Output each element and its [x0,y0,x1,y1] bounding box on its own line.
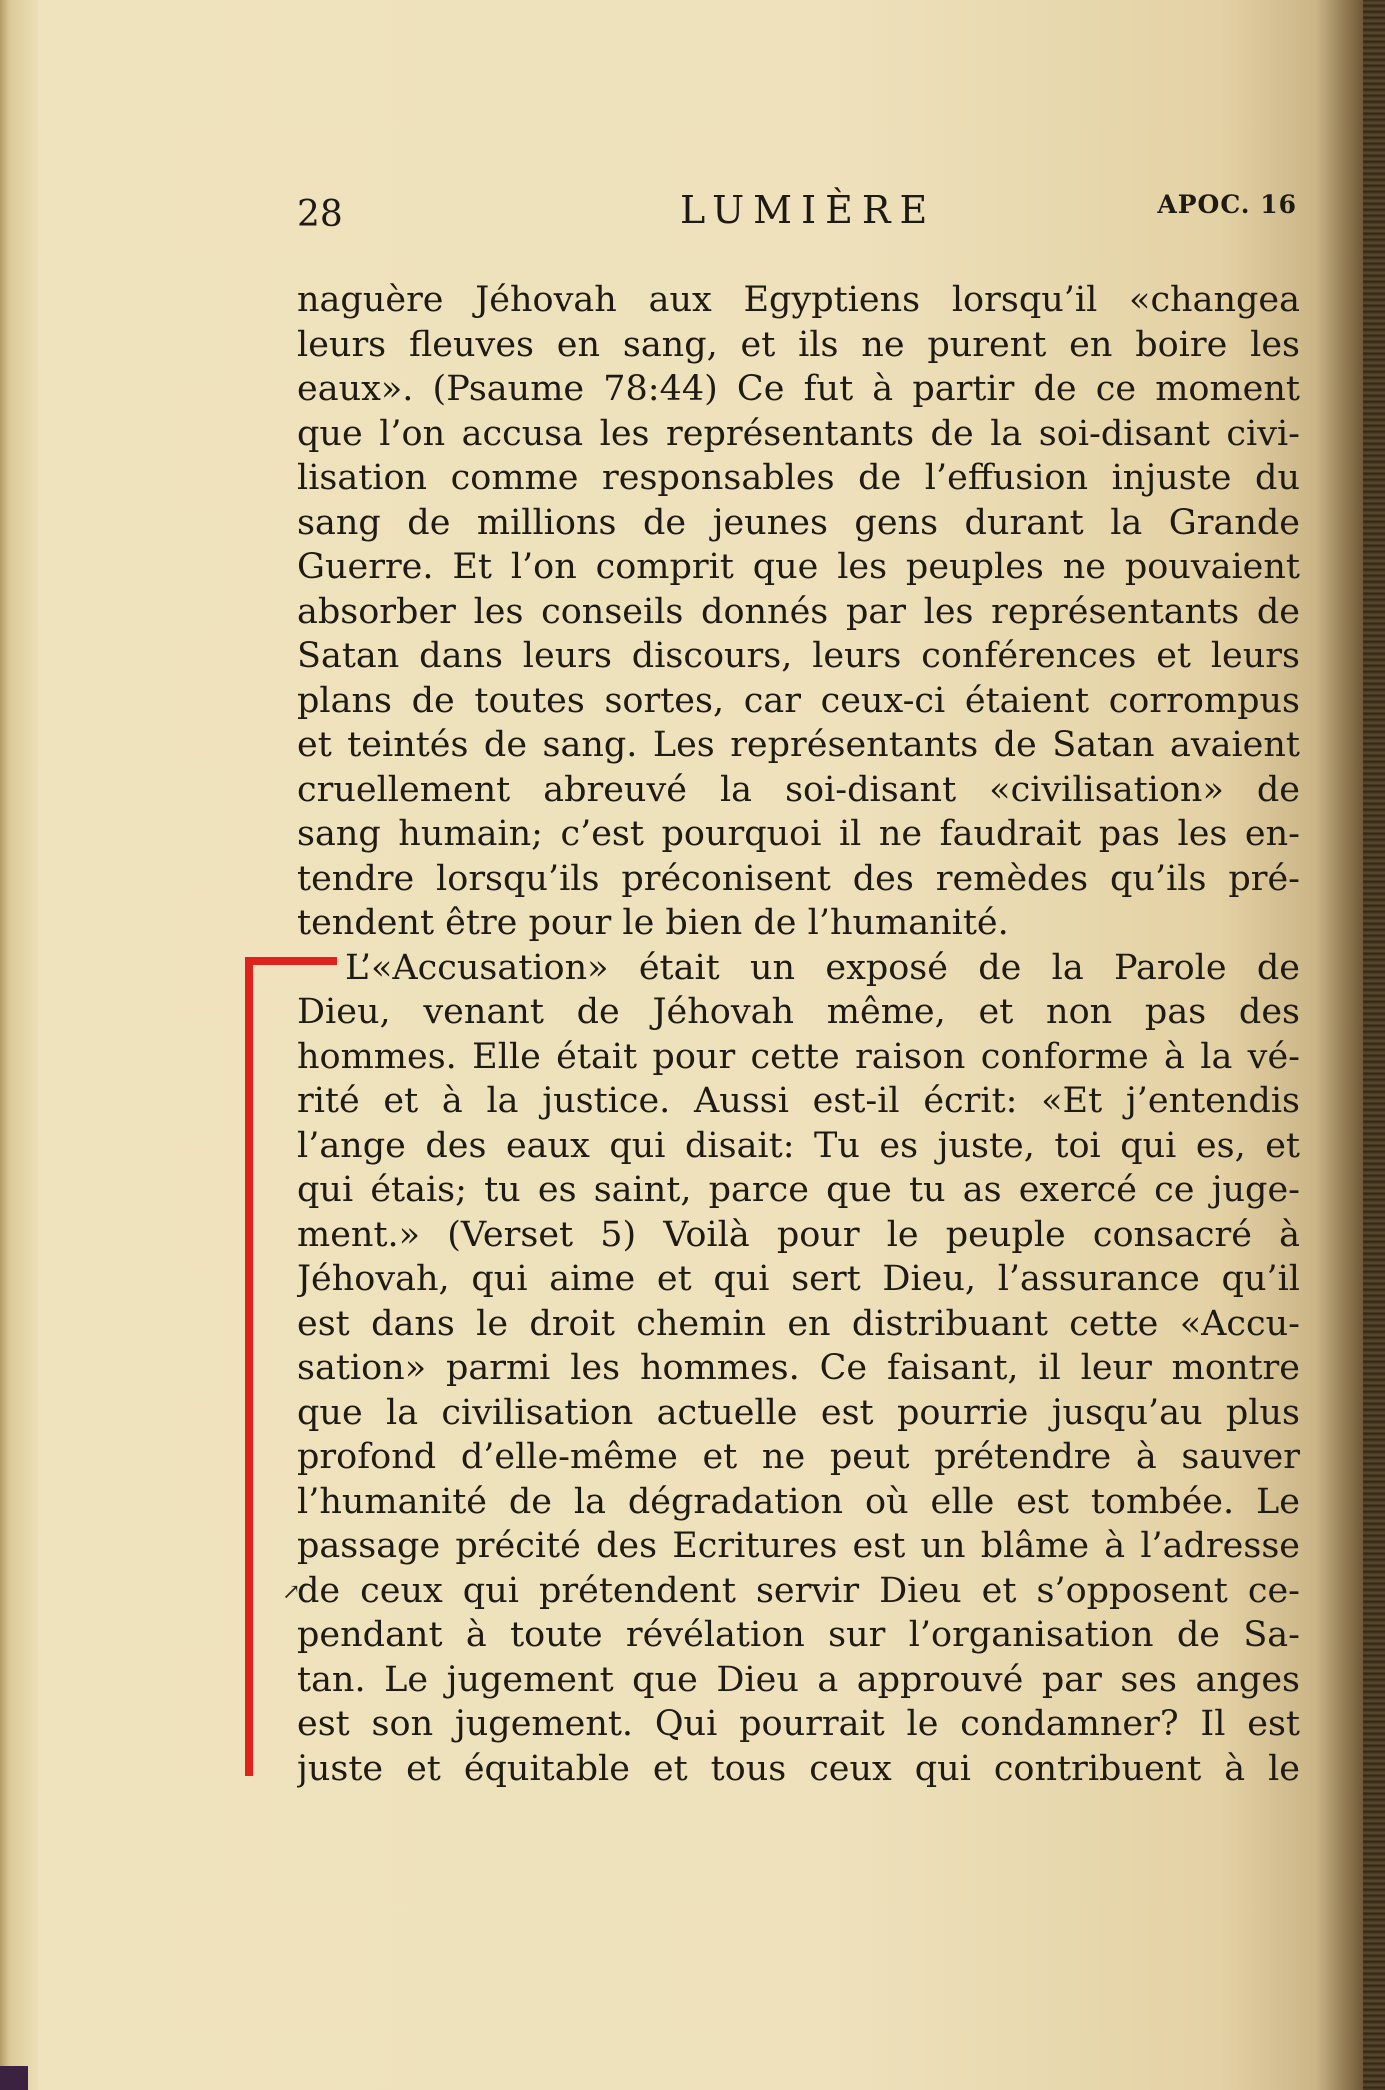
running-title: LUMIÈRE [680,188,937,232]
paragraph-2 [297,946,1300,1792]
text-line: eaux». (Psaume 78:44) Ce fut à partir de ce moment [297,369,1300,409]
text-line: juste et équitable et tous ceux qui contribuent à le [297,1748,1300,1789]
text-line: passage précité des Ecritures est un blâme à l’adresse [297,1526,1300,1566]
text-line: tendre lorsqu’ils préconisent des remèdes qu’ils pré- [297,858,1300,899]
text-line: Jéhovah, qui aime et qui sert Dieu, l’assurance qu’il [297,1259,1300,1299]
text-line: sang de millions de jeunes gens durant la Grande [297,502,1300,543]
text-line: rité et à la justice. Aussi est-il écrit: «Et j’entendis [297,1081,1300,1121]
text-line: sang humain; c’est pourquoi il ne faudrait pas les en- [297,814,1300,854]
text-line: tan. Le jugement que Dieu a approuvé par ses anges [297,1659,1300,1700]
corner-mark [0,2066,28,2090]
text-line: absorber les conseils donnés par les représentants de [297,591,1300,632]
text-line: Guerre. Et l’on comprit que les peuples ne pouvaient [297,547,1300,587]
text-line: lisation comme responsables de l’effusion injuste du [297,458,1300,498]
body-text [297,278,1300,1791]
text-line: cruellement abreuvé la soi-disant «civilisation» de [297,769,1300,810]
text-line: profond d’elle-même et ne peut prétendre à sauver [297,1437,1300,1477]
paragraph-1 [297,278,1300,946]
text-line: hommes. Elle était pour cette raison conforme à la vé- [297,1036,1300,1077]
text-line: que l’on accusa les représentants de la soi-disant civi- [297,413,1300,454]
text-line: Dieu, venant de Jéhovah même, et non pas des [297,992,1300,1032]
page-edge-right [1363,0,1385,2090]
text-line: naguère Jéhovah aux Egyptiens lorsqu’il «changea [297,280,1300,320]
text-line: l’humanité de la dégradation où elle est tombée. Le [297,1481,1300,1522]
text-line: est son jugement. Qui pourrait le condamner? Il est [297,1704,1300,1744]
text-line: pendant à toute révélation sur l’organisation de Sa- [297,1615,1300,1655]
text-line: L’«Accusation» était un exposé de la Parole de [345,947,1300,988]
page-gutter-left [0,0,38,2090]
chapter-reference: APOC. 16 [1157,190,1297,219]
text-line: de ceux qui prétendent servir Dieu et s’opposent ce- [297,1570,1300,1611]
text-line: qui étais; tu es saint, parce que tu as exercé ce juge- [297,1170,1300,1210]
text-line: l’ange des eaux qui disait: Tu es juste, toi qui es, et [297,1125,1300,1166]
margin-bracket [245,961,253,1776]
text-line: leurs fleuves en sang, et ils ne purent en boire les [297,324,1300,365]
text-line: plans de toutes sortes, car ceux-ci étaient corrompus [297,680,1300,721]
page-number: 28 [297,194,343,235]
text-line: Satan dans leurs discours, leurs conférences et leurs [297,636,1300,676]
margin-pencil-mark: ↗ [282,1580,301,1605]
text-line: sation» parmi les hommes. Ce faisant, il leur montre [297,1348,1300,1388]
text-line: est dans le droit chemin en distribuant cette «Accu- [297,1303,1300,1344]
text-line: et teintés de sang. Les représentants de Satan avaient [297,725,1300,765]
text-line: tendent être pour le bien de l’humanité. [297,903,1009,943]
text-line: ment.» (Verset 5) Voilà pour le peuple consacré à [297,1214,1300,1255]
text-line: que la civilisation actuelle est pourrie jusqu’au plus [297,1392,1300,1433]
page-header [297,186,1297,246]
